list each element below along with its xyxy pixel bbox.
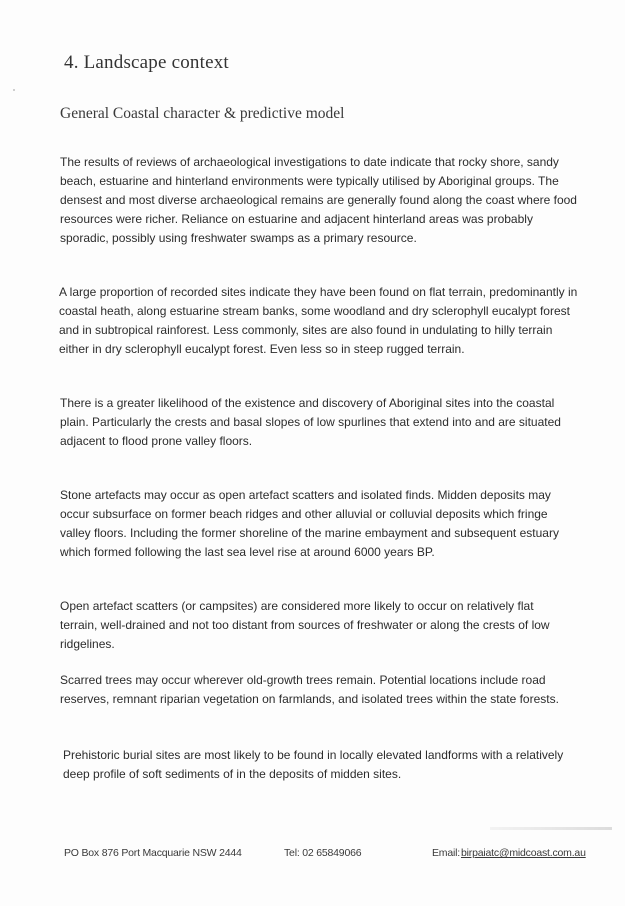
paragraph-coastal-character: The results of reviews of archaeological investigations to date indicate that rocky shore, sandy beach, estuarine and hinterland environments were typically utilised by Aboriginal groups. The densest and most diverse archaeological remains are generally found along the coast where food resources were richer. Reliance on estuarine and adjacent hinterland areas was probably sporadic, possibly using freshwater swamps as a primary resource. [60,155,577,245]
footer-divider [490,827,612,830]
paragraph-coastal-plain: There is a greater likelihood of the existence and discovery of Aboriginal sites into the coastal plain. Particularly the crests and basal slopes of low spurlines that extend into and are situated adjacent to flood prone valley floors. [60,396,561,448]
paragraph-terrain: A large proportion of recorded sites indicate they have been found on flat terrain, predominantly in coastal heath, along estuarine stream banks, some woodland and dry sclerophyll eucalypt forest and in subtropical rainforest. Less commonly, sites are also found in undulating to hilly terrain either in dry sclerophyll eucalypt forest. Even less so in steep rugged terrain. [59,285,578,356]
scan-speck [13,89,15,91]
footer-telephone: Tel: 02 65849066 [284,847,362,859]
paragraph-scarred-trees: Scarred trees may occur wherever old-growth trees remain. Potential locations include road reserves, remnant riparian vegetation on farmlands, and isolated trees within the state forests. [60,673,559,706]
paragraph-burial-sites: Prehistoric burial sites are most likely to be found in locally elevated landforms with a relatively deep profile of soft sediments of in the deposits of midden sites. [63,748,564,781]
section-heading: 4. Landscape context [64,52,229,73]
paragraph-open-artefact-scatters: Open artefact scatters (or campsites) are considered more likely to occur on relatively flat terrain, well-drained and not too distant from sources of freshwater or along the crests of low ridgelines. [60,599,550,651]
footer-email-link[interactable]: birpaiatc@midcoast.com.au [461,847,586,859]
footer-address: PO Box 876 Port Macquarie NSW 2444 [64,847,242,859]
section-subheading: General Coastal character & predictive model [60,105,345,122]
paragraph-stone-artefacts: Stone artefacts may occur as open artefact scatters and isolated finds. Midden deposits may occur subsurface on former beach ridges and other alluvial or colluvial deposits which fringe valley floors. Including the former shoreline of the marine embayment and subsequent estuary which formed following the last sea level rise at around 6000 years BP. [60,488,559,559]
footer-email-label: Email: [432,847,460,859]
